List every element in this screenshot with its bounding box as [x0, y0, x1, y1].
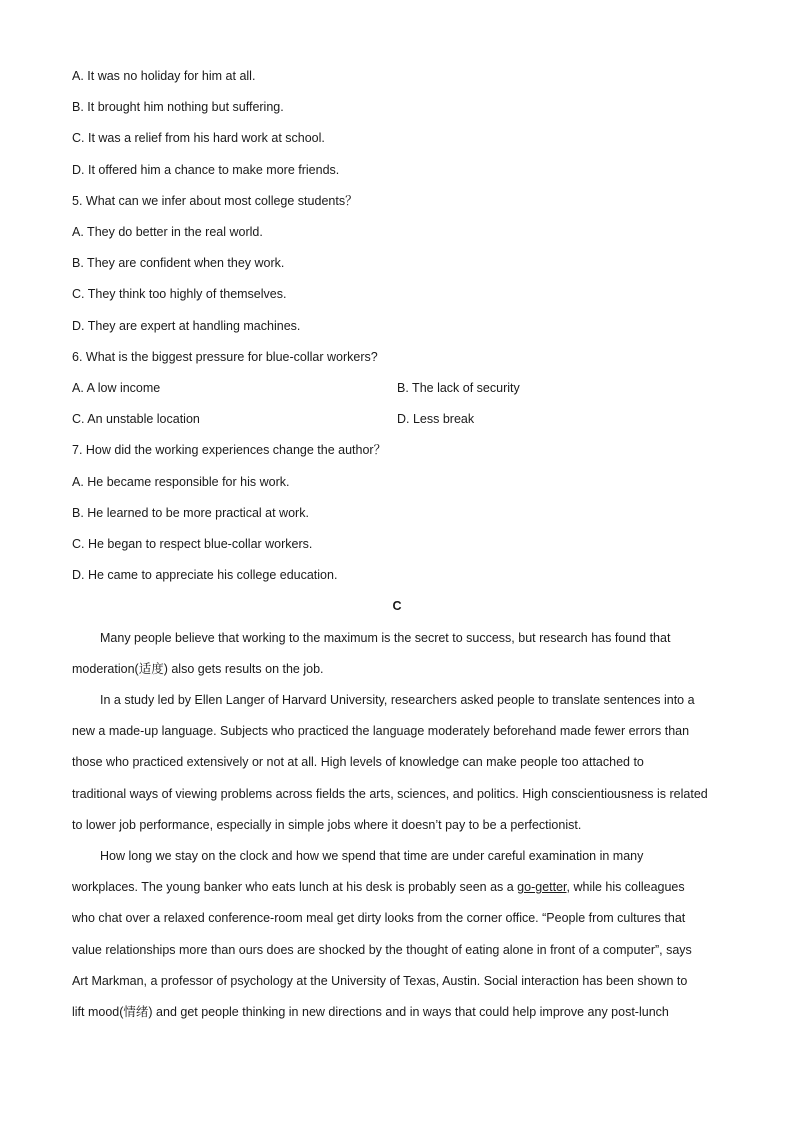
q6-option-d: D. Less break	[397, 412, 475, 426]
q5-option-d: D. They are expert at handling machines.	[72, 319, 301, 333]
q7-option-b: B. He learned to be more practical at work.	[72, 506, 309, 520]
passage-p1-line-2: moderation(适度) also gets results on the job.	[72, 662, 324, 676]
q7-option-c: C. He began to respect blue-collar workers.	[72, 537, 313, 551]
q6-row-2	[72, 411, 722, 427]
passage-p1-line-1: Many people believe that working to the maximum is the secret to success, but research has found that	[100, 631, 671, 645]
q6-stem: 6. What is the biggest pressure for blue-collar workers?	[72, 350, 378, 364]
section-title: C	[392, 599, 402, 613]
passage-p2-line-4: traditional ways of viewing problems across fields the arts, sciences, and politics. High conscientiousness is related	[72, 787, 708, 801]
underlined-word-go-getter: go-getter	[517, 880, 567, 894]
q7-stem: 7. How did the working experiences change the author？	[72, 443, 387, 457]
passage-p2-line-3: those who practiced extensively or not at all. High levels of knowledge can make people too attached to	[72, 755, 644, 769]
q5-option-c: C. They think too highly of themselves.	[72, 287, 287, 301]
q6-option-c: C. An unstable location	[72, 412, 200, 426]
q4-option-a: A. It was no holiday for him at all.	[72, 69, 256, 83]
q7-option-d: D. He came to appreciate his college education.	[72, 568, 338, 582]
q6-option-a: A. A low income	[72, 381, 161, 395]
q4-option-d: D. It offered him a chance to make more friends.	[72, 163, 340, 177]
q6-option-b: B. The lack of security	[397, 381, 520, 395]
passage-p3-line-2	[72, 879, 722, 895]
passage-p3-line-4: value relationships more than ours does are shocked by the thought of eating alone in front of a computer”, says	[72, 943, 692, 957]
q6-row-1	[72, 380, 722, 396]
passage-p2-line-1: In a study led by Ellen Langer of Harvard University, researchers asked people to translate sentences into a	[100, 693, 695, 707]
passage-p3-line-1: How long we stay on the clock and how we spend that time are under careful examination in many	[100, 849, 644, 863]
q7-option-a: A. He became responsible for his work.	[72, 475, 290, 489]
q5-option-a: A. They do better in the real world.	[72, 225, 263, 239]
passage-p2-line-5: to lower job performance, especially in simple jobs where it doesn’t pay to be a perfectionist.	[72, 818, 582, 832]
q4-option-c: C. It was a relief from his hard work at school.	[72, 131, 325, 145]
q5-option-b: B. They are confident when they work.	[72, 256, 285, 270]
passage-p3-line-6: lift mood(情绪) and get people thinking in new directions and in ways that could help improve any post-lunch	[72, 1005, 669, 1019]
q4-option-b: B. It brought him nothing but suffering.	[72, 100, 284, 114]
q5-stem: 5. What can we infer about most college students？	[72, 194, 358, 208]
passage-p3-line-3: who chat over a relaxed conference-room meal get dirty looks from the corner office. “People from cultures that	[72, 911, 686, 925]
passage-p3-line-5: Art Markman, a professor of psychology at the University of Texas, Austin. Social interaction has been shown to	[72, 974, 688, 988]
passage-p2-line-2: new a made-up language. Subjects who practiced the language moderately beforehand made fewer errors than	[72, 724, 690, 738]
passage-p3-line-2-start: workplaces. The young banker who eats lunch at his desk is probably seen as a	[72, 880, 518, 894]
passage-p3-line-2-end: , while his colleagues	[566, 880, 685, 894]
